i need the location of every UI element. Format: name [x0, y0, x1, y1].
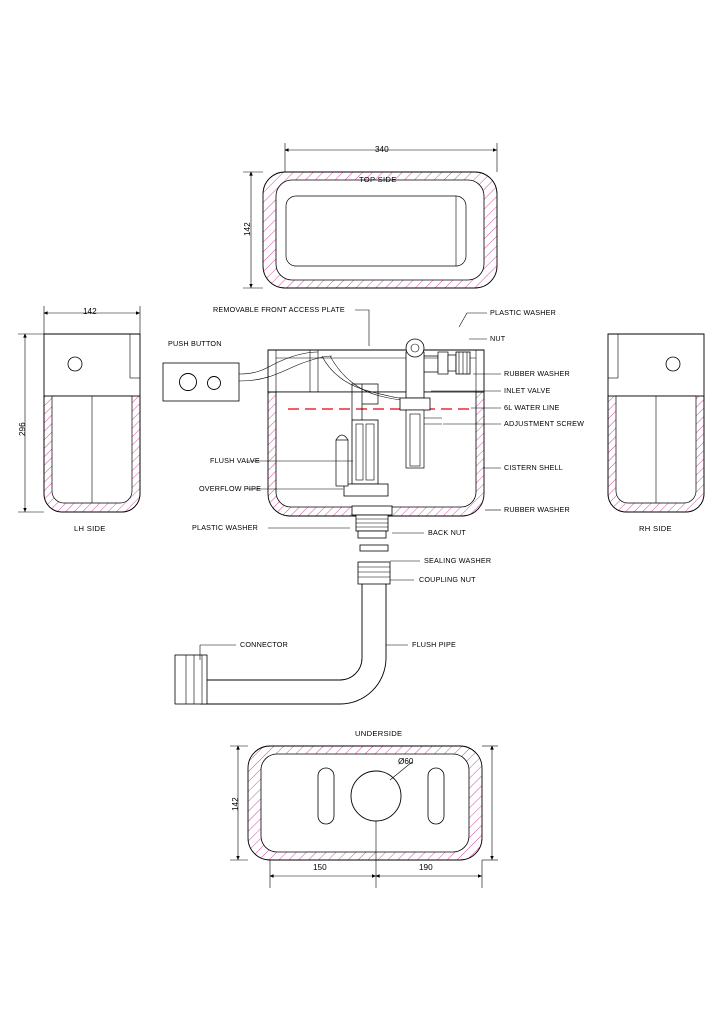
label-water-line: 6L WATER LINE [504, 403, 560, 412]
dim-top-width: 340 [375, 145, 389, 154]
label-coupling-nut: COUPLING NUT [419, 575, 476, 584]
view-title-lh: LH SIDE [74, 524, 106, 533]
label-adjustment-screw: ADJUSTMENT SCREW [504, 419, 585, 428]
label-overflow-pipe: OVERFLOW PIPE [199, 484, 262, 493]
top-side-view [243, 143, 497, 288]
label-plastic-washer-top: PLASTIC WASHER [490, 308, 557, 317]
label-connector: CONNECTOR [240, 640, 288, 649]
label-flush-valve: FLUSH VALVE [210, 456, 260, 465]
label-push-button: PUSH BUTTON [168, 339, 222, 348]
dim-underside-depth: 142 [231, 797, 240, 811]
dim-top-depth: 142 [243, 222, 252, 236]
label-rubber-washer-bottom: RUBBER WASHER [504, 505, 570, 514]
underside-view [230, 746, 498, 888]
label-plastic-washer-bottom: PLASTIC WASHER [192, 523, 259, 532]
view-title-rh: RH SIDE [639, 524, 672, 533]
label-rubber-washer-top: RUBBER WASHER [504, 369, 570, 378]
lh-side-view [18, 306, 140, 512]
rh-side-view [608, 334, 704, 512]
view-title-underside: UNDERSIDE [355, 729, 403, 738]
label-sealing-washer: SEALING WASHER [424, 556, 492, 565]
dim-underside-left: 150 [313, 863, 327, 872]
dim-underside-hole: Ø60 [398, 757, 414, 766]
view-title-top: TOP SIDE [359, 175, 397, 184]
label-nut: NUT [490, 334, 506, 343]
label-removable-front-access-plate: REMOVABLE FRONT ACCESS PLATE [213, 305, 345, 314]
dim-lh-width: 142 [83, 307, 97, 316]
label-cistern-shell: CISTERN SHELL [504, 463, 563, 472]
dim-underside-right: 190 [419, 863, 433, 872]
dim-lh-height: 296 [18, 422, 27, 436]
label-back-nut: BACK NUT [428, 528, 466, 537]
front-section-view [163, 339, 484, 704]
label-flush-pipe: FLUSH PIPE [412, 640, 456, 649]
label-inlet-valve: INLET VALVE [504, 386, 551, 395]
